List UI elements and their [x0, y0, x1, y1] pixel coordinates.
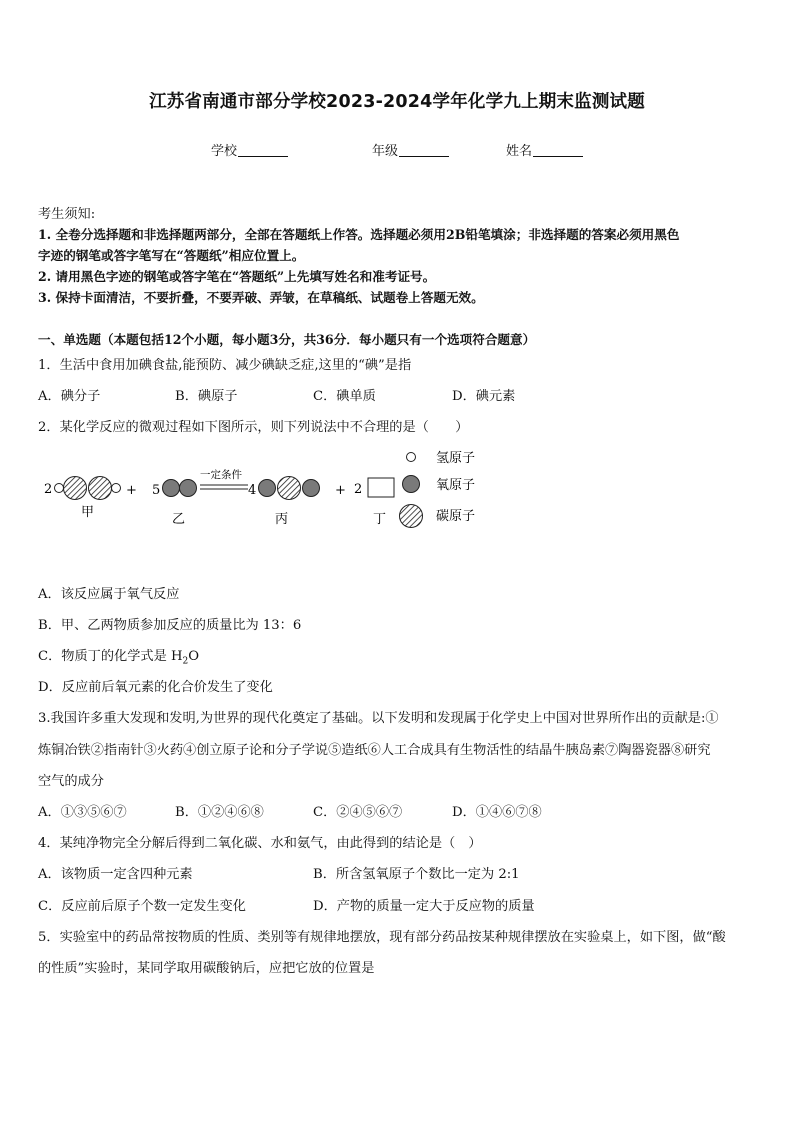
- legend-carbon: 碳原子: [436, 509, 476, 524]
- coef-bing: 4: [248, 483, 257, 498]
- question-2-stem: 2．某化学反应的微观过程如下图所示，则下列说法中不合理的是（ ）: [38, 420, 469, 435]
- molecule-bing: [259, 477, 320, 500]
- label-bing: 丙: [275, 512, 289, 527]
- question-3-stem: 3.我国许多重大发现和发明,为世界的现代化奠定了基础。以下发明和发现属于化学史上中国对世界所作出的贡献是:①: [38, 711, 719, 726]
- school-field[interactable]: 学校: [211, 140, 288, 159]
- question-3-stem: 空气的成分: [38, 774, 104, 789]
- q1-option-d[interactable]: D．碘元素: [452, 389, 516, 404]
- section-heading: 一、单选题（本题包括12个小题，每小题3分，共36分．每小题只有一个选项符合题意）: [38, 332, 536, 347]
- label-ding: 丁: [373, 512, 387, 527]
- carbon-atom-icon: [400, 505, 423, 528]
- q2-option-d[interactable]: D．反应前后氧元素的化合价发生了变化: [38, 680, 273, 695]
- question-1-stem: 1．生活中食用加碘食盐,能预防、减少碘缺乏症,这里的“碘”是指: [38, 358, 412, 373]
- q4-option-a[interactable]: A．该物质一定含四种元素: [38, 867, 193, 882]
- page-title: 江苏省南通市部分学校2023-2024学年化学九上期末监测试题: [149, 92, 645, 112]
- question-3-stem: 炼铜冶铁②指南针③火药④创立原子论和分子学说⑤造纸⑥人工合成具有生物活性的结晶牛胰岛素⑦陶器瓷器⑧研究: [38, 743, 711, 758]
- q3-option-c[interactable]: C．②④⑤⑥⑦: [313, 805, 403, 820]
- q2-option-b[interactable]: B．甲、乙两物质参加反应的质量比为 13：6: [38, 618, 302, 633]
- oxygen-atom-icon: [403, 476, 420, 493]
- molecule-jia: [55, 477, 121, 500]
- q3-option-b[interactable]: B．①②④⑥⑧: [175, 805, 264, 820]
- coef-ding: 2: [354, 482, 363, 497]
- q1-option-c[interactable]: C．碘单质: [313, 389, 376, 404]
- reaction-condition: 一定条件: [200, 469, 242, 481]
- q4-option-c[interactable]: C．反应前后原子个数一定发生变化: [38, 899, 246, 914]
- question-4-stem: 4．某纯净物完全分解后得到二氧化碳、水和氨气，由此得到的结论是（ ）: [38, 836, 482, 851]
- plus-sign: +: [335, 483, 346, 498]
- label-jia: 甲: [81, 505, 95, 520]
- notice-item: 3. 保持卡面清洁，不要折叠，不要弄破、弄皱，在草稿纸、试题卷上答题无效。: [38, 290, 484, 305]
- label-yi: 乙: [172, 512, 186, 527]
- question-5-stem: 的性质”实验时，某同学取用碳酸钠后，应把它放的位置是: [38, 961, 375, 976]
- name-field[interactable]: 姓名: [506, 140, 583, 159]
- notice-heading: 考生须知:: [38, 207, 96, 222]
- q2-option-c[interactable]: C．物质丁的化学式是 $H_2O$: [38, 649, 200, 667]
- coef-yi: 5: [152, 483, 161, 498]
- legend-oxygen: 氧原子: [436, 478, 476, 493]
- notice-item: 字迹的钢笔或答字笔写在“答题纸”相应位置上。: [38, 248, 305, 263]
- q4-option-d[interactable]: D．产物的质量一定大于反应物的质量: [313, 899, 535, 914]
- legend-hydrogen: 氢原子: [436, 451, 476, 466]
- unknown-box: [368, 478, 394, 497]
- q3-option-a[interactable]: A．①③⑤⑥⑦: [38, 805, 127, 820]
- q1-option-b[interactable]: B．碘原子: [175, 389, 238, 404]
- notice-item: 2. 请用黑色字迹的钢笔或答字笔在“答题纸”上先填写姓名和准考证号。: [38, 269, 436, 284]
- q4-option-b[interactable]: B．所含氢氧原子个数比一定为 2:1: [313, 867, 520, 882]
- q2-option-a[interactable]: A．该反应属于氧气反应: [38, 587, 180, 602]
- reaction-diagram: [38, 440, 558, 540]
- coef-jia: 2: [44, 482, 53, 497]
- plus-sign: +: [126, 483, 137, 498]
- q3-option-d[interactable]: D．①④⑥⑦⑧: [452, 805, 542, 820]
- grade-field[interactable]: 年级: [372, 140, 449, 159]
- q1-option-a[interactable]: A．碘分子: [38, 389, 101, 404]
- question-5-stem: 5．实验室中的药品常按物质的性质、类别等有规律地摆放，现有部分药品按某种规律摆放在实验桌上，如下图，做“酸: [38, 930, 726, 945]
- hydrogen-atom-icon: [407, 453, 416, 462]
- molecule-yi: [163, 480, 197, 497]
- notice-item: 1. 全卷分选择题和非选择题两部分，全部在答题纸上作答。选择题必须用2B铅笔填涂；非选择题的答案必须用黑色: [38, 227, 680, 242]
